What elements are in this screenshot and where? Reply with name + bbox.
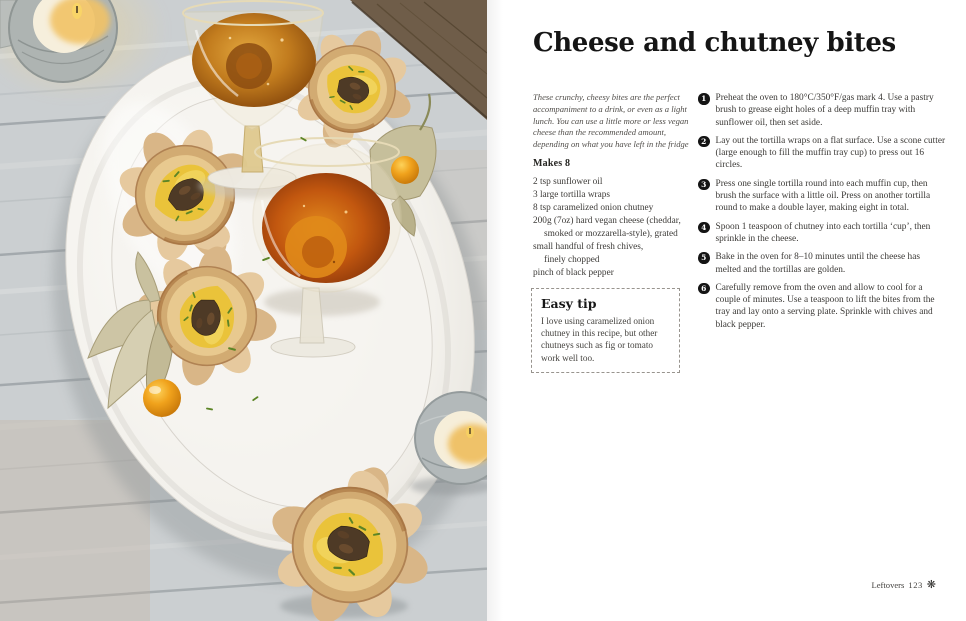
glass-stem bbox=[242, 126, 263, 172]
physalis-fruit bbox=[143, 379, 181, 417]
step-row bbox=[698, 92, 946, 129]
easy-tip-box bbox=[531, 288, 680, 373]
tip-title: Easy tip bbox=[541, 296, 597, 311]
step-text: Press one single tortilla round into each muffin cup, then brush the surface with a little oil. Press on another tortilla round to make a double layer, making eight in total. bbox=[715, 178, 931, 214]
step-number-badge: 6 bbox=[698, 283, 710, 295]
flower-ornament-icon: ❋ bbox=[926, 579, 936, 591]
step-row bbox=[698, 251, 946, 276]
step-text: Bake in the oven for 8–10 minutes until the cheese has melted and the tortillas are golden. bbox=[715, 252, 920, 275]
step-number-badge: 5 bbox=[698, 252, 710, 264]
yield-label: Makes 8 bbox=[533, 158, 571, 169]
ingredient-item: 2 tsp sunflower oil bbox=[533, 177, 603, 187]
step-row bbox=[698, 135, 946, 172]
tip-body: I love using caramelized onion chutney in this recipe, but other chutneys such as fig or tomato work well too. bbox=[541, 316, 658, 363]
step-row bbox=[698, 178, 946, 215]
section-label: Leftovers bbox=[871, 580, 905, 590]
step-text: Preheat the oven to 180°C/350°F/gas mark 4. Use a pastry brush to grease eight holes of a deep muffin tray with sunflower oil, then set aside. bbox=[715, 93, 934, 128]
ingredient-item: 3 large tortilla wraps bbox=[533, 190, 611, 201]
running-footer bbox=[871, 580, 936, 590]
recipe-intro: These crunchy, cheesy bites are the perfect accompaniment to a drink, or even as a light lunch. You can use a little more or less vegan cheese than the recommended amount, depending on what you have left in the fridge bbox=[533, 92, 689, 150]
step-text: Spoon 1 teaspoon of chutney into each tortilla ‘cup’, then sprinkle in the cheese. bbox=[715, 221, 931, 244]
ingredient-item: 200g (7oz) hard vegan cheese (cheddar, smoked or mozzarella-style), grated bbox=[533, 216, 681, 239]
ingredient-item: 8 tsp caramelized onion chutney bbox=[533, 203, 654, 214]
step-number-badge: 4 bbox=[698, 222, 710, 234]
ingredient-item: small handful of fresh chives, finely chopped bbox=[533, 241, 644, 265]
recipe-page bbox=[487, 0, 966, 621]
method-steps bbox=[698, 92, 946, 337]
step-text: Carefully remove from the oven and allow to cool for a couple of minutes. Use a teaspoon to lift the bites from the tray and lay onto a serving plate. Sprinkle with chives and black pepper. bbox=[715, 282, 935, 330]
step-text: Lay out the tortilla wraps on a flat surface. Use a scone cutter (large enough to fill the muffin tray cup) to press out 16 circles. bbox=[715, 135, 946, 171]
step-number-badge: 3 bbox=[698, 179, 710, 191]
ingredient-list bbox=[533, 176, 701, 280]
page-title: Cheese and chutney bites bbox=[533, 28, 896, 58]
step-row bbox=[698, 282, 946, 331]
ingredient-item: pinch of black pepper bbox=[533, 267, 614, 278]
step-row bbox=[698, 221, 946, 246]
step-number-badge: 1 bbox=[698, 93, 710, 105]
page-number: 123 bbox=[908, 580, 923, 590]
step-number-badge: 2 bbox=[698, 136, 710, 148]
